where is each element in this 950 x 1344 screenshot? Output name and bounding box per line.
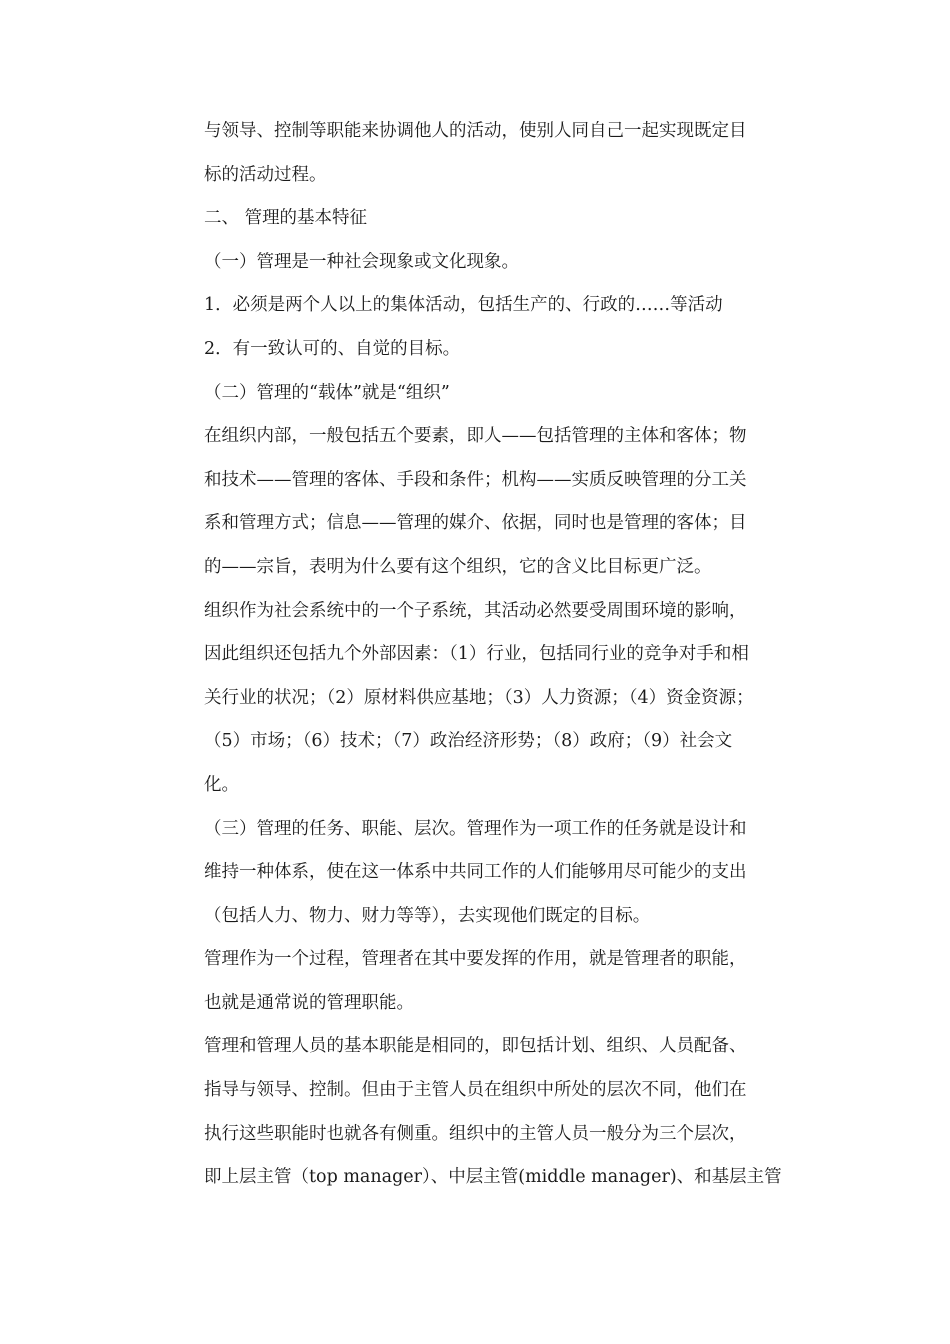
text-line: 和技术——管理的客体、手段和条件；机构——实质反映管理的分工关 xyxy=(204,469,747,490)
list-item: 1．必须是两个人以上的集体活动，包括生产的、行政的……等活动 xyxy=(204,295,723,316)
text-line: （包括人力、物力、财力等等），去实现他们既定的目标。 xyxy=(204,905,651,926)
text-line: 的——宗旨，表明为什么要有这个组织，它的含义比目标更广泛。 xyxy=(204,556,712,577)
text-line: 也就是通常说的管理职能。 xyxy=(204,992,414,1013)
text-line: 组织作为社会系统中的一个子系统，其活动必然要受周围环境的影响， xyxy=(204,600,747,621)
text-line: 管理作为一个过程，管理者在其中要发挥的作用，就是管理者的职能， xyxy=(204,949,747,970)
text-line: 管理和管理人员的基本职能是相同的，即包括计划、组织、人员配备、 xyxy=(204,1036,747,1057)
text-line: 系和管理方式；信息——管理的媒介、依据，同时也是管理的客体；目 xyxy=(204,513,747,534)
section-heading: 二、 管理的基本特征 xyxy=(204,208,368,229)
subsection-heading: （二）管理的“载体”就是“组织” xyxy=(204,382,450,403)
text-line: 与领导、控制等职能来协调他人的活动，使别人同自己一起实现既定目 xyxy=(204,121,747,141)
text-line: 标的活动过程。 xyxy=(204,164,327,185)
text-line: 关行业的状况；（2）原材料供应基地；（3）人力资源；（4）资金资源； xyxy=(204,687,754,708)
text-line: 指导与领导、控制。但由于主管人员在组织中所处的层次不同，他们在 xyxy=(204,1080,747,1101)
text-line: 化。 xyxy=(204,774,239,795)
text-line: （5）市场；（6）技术；（7）政治经济形势；（8）政府；（9）社会文 xyxy=(204,731,733,752)
text-line: 即上层主管（top manager）、中层主管(middle manager)、和基层主管 xyxy=(204,1167,782,1188)
subsection-heading: （三）管理的任务、职能、层次。管理作为一项工作的任务就是设计和 xyxy=(204,818,747,839)
document-body xyxy=(204,110,816,1200)
text-line: 在组织内部，一般包括五个要素，即人——包括管理的主体和客体；物 xyxy=(204,426,747,447)
list-item: 2．有一致认可的、自觉的目标。 xyxy=(204,338,461,359)
subsection-heading: （一）管理是一种社会现象或文化现象。 xyxy=(204,251,519,272)
text-line: 执行这些职能时也就各有侧重。组织中的主管人员一般分为三个层次， xyxy=(204,1123,747,1144)
text-line: 因此组织还包括九个外部因素：（1）行业，包括同行业的竞争对手和相 xyxy=(204,644,749,665)
text-line: 维持一种体系，使在这一体系中共同工作的人们能够用尽可能少的支出 xyxy=(204,862,747,883)
